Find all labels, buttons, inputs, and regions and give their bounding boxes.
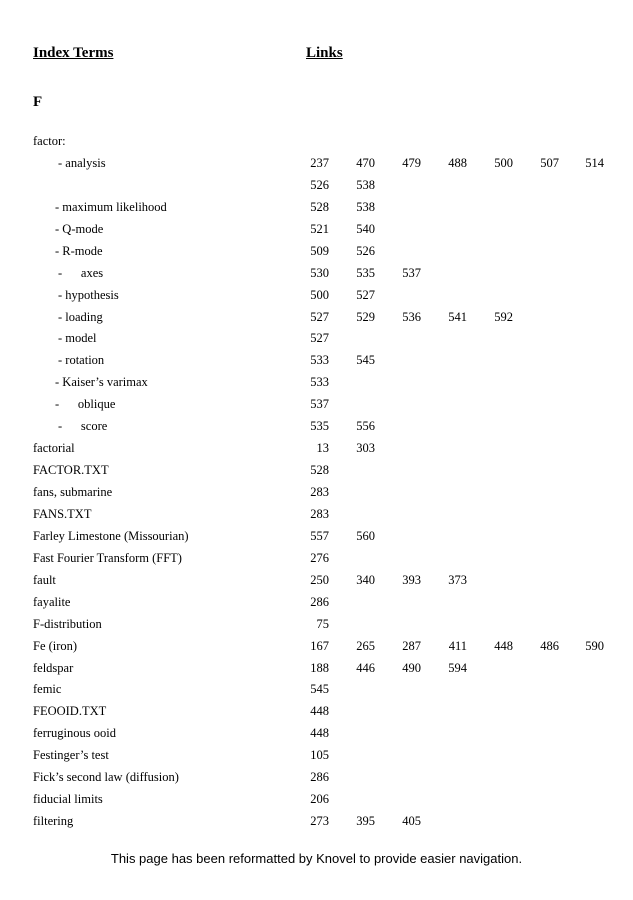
header-index-terms: Index Terms [33, 45, 114, 61]
index-entry-row [0, 613, 633, 635]
index-term: Festinger’s test [33, 748, 109, 763]
page-link[interactable]: 590 [585, 638, 604, 653]
index-entry-row [0, 635, 633, 657]
page-link[interactable]: 528 [310, 463, 329, 478]
index-entry-list [0, 130, 633, 832]
page-link[interactable]: 303 [356, 441, 375, 456]
page-link[interactable]: 340 [356, 572, 375, 587]
index-entry-row [0, 306, 633, 328]
index-term: - analysis [58, 155, 106, 170]
page-link[interactable]: 448 [494, 638, 513, 653]
page-link[interactable]: 556 [356, 419, 375, 434]
index-term: fayalite [33, 594, 71, 609]
index-term: - maximum likelihood [55, 199, 167, 214]
index-entry-row [0, 481, 633, 503]
header-links: Links [306, 45, 343, 61]
page-link[interactable]: 395 [356, 814, 375, 829]
index-links [0, 547, 633, 569]
index-entry-row [0, 130, 633, 152]
index-entry-row [0, 525, 633, 547]
page-link[interactable]: 527 [310, 309, 329, 324]
page-link[interactable]: 545 [356, 353, 375, 368]
index-links [0, 459, 633, 481]
page-link[interactable]: 500 [494, 155, 513, 170]
index-entry-row [0, 349, 633, 371]
page-link[interactable]: 527 [356, 287, 375, 302]
page-link[interactable]: 237 [310, 155, 329, 170]
page-link[interactable]: 276 [310, 550, 329, 565]
index-links [0, 174, 633, 196]
page-link[interactable]: 557 [310, 528, 329, 543]
footer-note: This page has been reformatted by Knovel to provide easier navigation. [110, 851, 523, 866]
page-link[interactable]: 535 [310, 419, 329, 434]
index-entry-row [0, 657, 633, 679]
index-links [0, 218, 633, 240]
index-term: Farley Limestone (Missourian) [33, 528, 189, 543]
index-links [0, 262, 633, 284]
index-links [0, 635, 633, 657]
page-link[interactable]: 490 [402, 660, 421, 675]
page-link[interactable]: 486 [540, 638, 559, 653]
index-term: factorial [33, 441, 75, 456]
index-links [0, 152, 633, 174]
page-link[interactable]: 540 [356, 221, 375, 236]
page-link[interactable]: 535 [356, 265, 375, 280]
index-term: - model [58, 331, 97, 346]
index-links [0, 415, 633, 437]
index-links [0, 327, 633, 349]
page-link[interactable]: 509 [310, 243, 329, 258]
index-entry-row [0, 437, 633, 459]
index-entry-row [0, 327, 633, 349]
index-term: Fick’s second law (diffusion) [33, 770, 179, 785]
index-entry-row [0, 196, 633, 218]
page-link[interactable]: 527 [310, 331, 329, 346]
page-link[interactable]: 560 [356, 528, 375, 543]
page-link[interactable]: 13 [316, 441, 329, 456]
page-link[interactable]: 545 [310, 682, 329, 697]
page-link[interactable]: 446 [356, 660, 375, 675]
index-term: FACTOR.TXT [33, 463, 109, 478]
index-term: fiducial limits [33, 792, 103, 807]
page-link[interactable]: 536 [402, 309, 421, 324]
index-links [0, 678, 633, 700]
index-term: FEOOID.TXT [33, 704, 107, 719]
index-term: fault [33, 572, 56, 587]
page-link[interactable]: 538 [356, 199, 375, 214]
index-entry-row [0, 262, 633, 284]
page-link[interactable]: 188 [310, 660, 329, 675]
page-link[interactable]: 530 [310, 265, 329, 280]
index-term: femic [33, 682, 62, 697]
page-link[interactable]: 500 [310, 287, 329, 302]
page-link[interactable]: 105 [310, 748, 329, 763]
index-links [0, 766, 633, 788]
index-links [0, 284, 633, 306]
index-term: - score [58, 419, 108, 434]
index-links [0, 393, 633, 415]
page-link[interactable]: 537 [402, 265, 421, 280]
page-link[interactable]: 526 [356, 243, 375, 258]
page-link[interactable]: 479 [402, 155, 421, 170]
index-entry-row [0, 284, 633, 306]
index-entry-row [0, 569, 633, 591]
page-link[interactable]: 533 [310, 353, 329, 368]
page-link[interactable]: 538 [356, 177, 375, 192]
page-link[interactable]: 541 [448, 309, 467, 324]
index-entry-row [0, 459, 633, 481]
index-links [0, 525, 633, 547]
page-link[interactable]: 533 [310, 375, 329, 390]
page-link[interactable]: 206 [310, 792, 329, 807]
index-term: filtering [33, 814, 74, 829]
index-links [0, 722, 633, 744]
index-entry-row [0, 744, 633, 766]
page-link[interactable]: 470 [356, 155, 375, 170]
index-links [0, 569, 633, 591]
index-term: FANS.TXT [33, 506, 92, 521]
index-links [0, 700, 633, 722]
section-letter: F [33, 94, 43, 110]
index-term: - hypothesis [58, 287, 119, 302]
page-link[interactable]: 521 [310, 221, 329, 236]
page-link[interactable]: 393 [402, 572, 421, 587]
index-entry-row [0, 788, 633, 810]
page-link[interactable]: 265 [356, 638, 375, 653]
index-entry-row [0, 152, 633, 174]
page-link[interactable]: 250 [310, 572, 329, 587]
page-link[interactable]: 488 [448, 155, 467, 170]
page-link[interactable]: 273 [310, 814, 329, 829]
index-links [0, 613, 633, 635]
index-entry-row [0, 766, 633, 788]
index-links [0, 437, 633, 459]
index-entry-row [0, 810, 633, 832]
index-links [0, 349, 633, 371]
page-link[interactable]: 286 [310, 770, 329, 785]
index-links [0, 306, 633, 328]
index-term: - oblique [55, 397, 116, 412]
page-link[interactable]: 526 [310, 177, 329, 192]
index-entry-row [0, 415, 633, 437]
index-term: - axes [58, 265, 104, 280]
index-term: - Kaiser’s varimax [55, 375, 148, 390]
index-entry-row [0, 700, 633, 722]
page-link[interactable]: 283 [310, 485, 329, 499]
index-links [0, 591, 633, 613]
page-link[interactable]: 537 [310, 397, 329, 412]
index-entry-row [0, 240, 633, 262]
page-link[interactable]: 167 [310, 638, 329, 653]
index-term: ferruginous ooid [33, 726, 116, 741]
index-entry-row [0, 503, 633, 525]
index-term: factor: [33, 134, 66, 148]
index-links [0, 481, 633, 503]
index-term: Fast Fourier Transform (FFT) [33, 550, 182, 565]
index-entry-row [0, 218, 633, 240]
page-link[interactable]: 373 [448, 572, 467, 587]
index-links [0, 371, 633, 393]
page-link[interactable]: 514 [585, 155, 604, 170]
page-link[interactable]: 507 [540, 155, 559, 170]
index-links [0, 503, 633, 525]
page-link[interactable]: 529 [356, 309, 375, 324]
index-term: fans, submarine [33, 485, 113, 499]
page-link[interactable]: 405 [402, 814, 421, 829]
index-term: feldspar [33, 660, 74, 675]
page-link[interactable]: 411 [448, 638, 467, 653]
index-links [0, 240, 633, 262]
page-link[interactable]: 448 [310, 726, 329, 741]
index-links [0, 130, 633, 152]
index-entry-row [0, 174, 633, 196]
index-term: Fe (iron) [33, 638, 78, 653]
index-entry-row [0, 722, 633, 744]
page-link[interactable]: 75 [316, 616, 329, 631]
index-entry-row [0, 678, 633, 700]
index-entry-row [0, 371, 633, 393]
index-term: - Q-mode [55, 221, 104, 236]
page-link[interactable]: 283 [310, 506, 329, 521]
index-links [0, 788, 633, 810]
page-link[interactable]: 286 [310, 594, 329, 609]
index-links [0, 196, 633, 218]
index-term: - R-mode [55, 243, 103, 258]
page-link[interactable]: 592 [494, 309, 513, 324]
page-link[interactable]: 594 [448, 660, 467, 675]
index-links [0, 810, 633, 832]
index-entry-row [0, 547, 633, 569]
index-entry-row [0, 393, 633, 415]
index-term: F-distribution [33, 616, 102, 631]
index-links [0, 657, 633, 679]
index-links [0, 744, 633, 766]
page-link[interactable]: 448 [310, 704, 329, 719]
index-term: - loading [58, 309, 103, 324]
page-link[interactable]: 528 [310, 199, 329, 214]
index-term: - rotation [58, 353, 105, 368]
index-entry-row [0, 591, 633, 613]
page-link[interactable]: 287 [402, 638, 421, 653]
